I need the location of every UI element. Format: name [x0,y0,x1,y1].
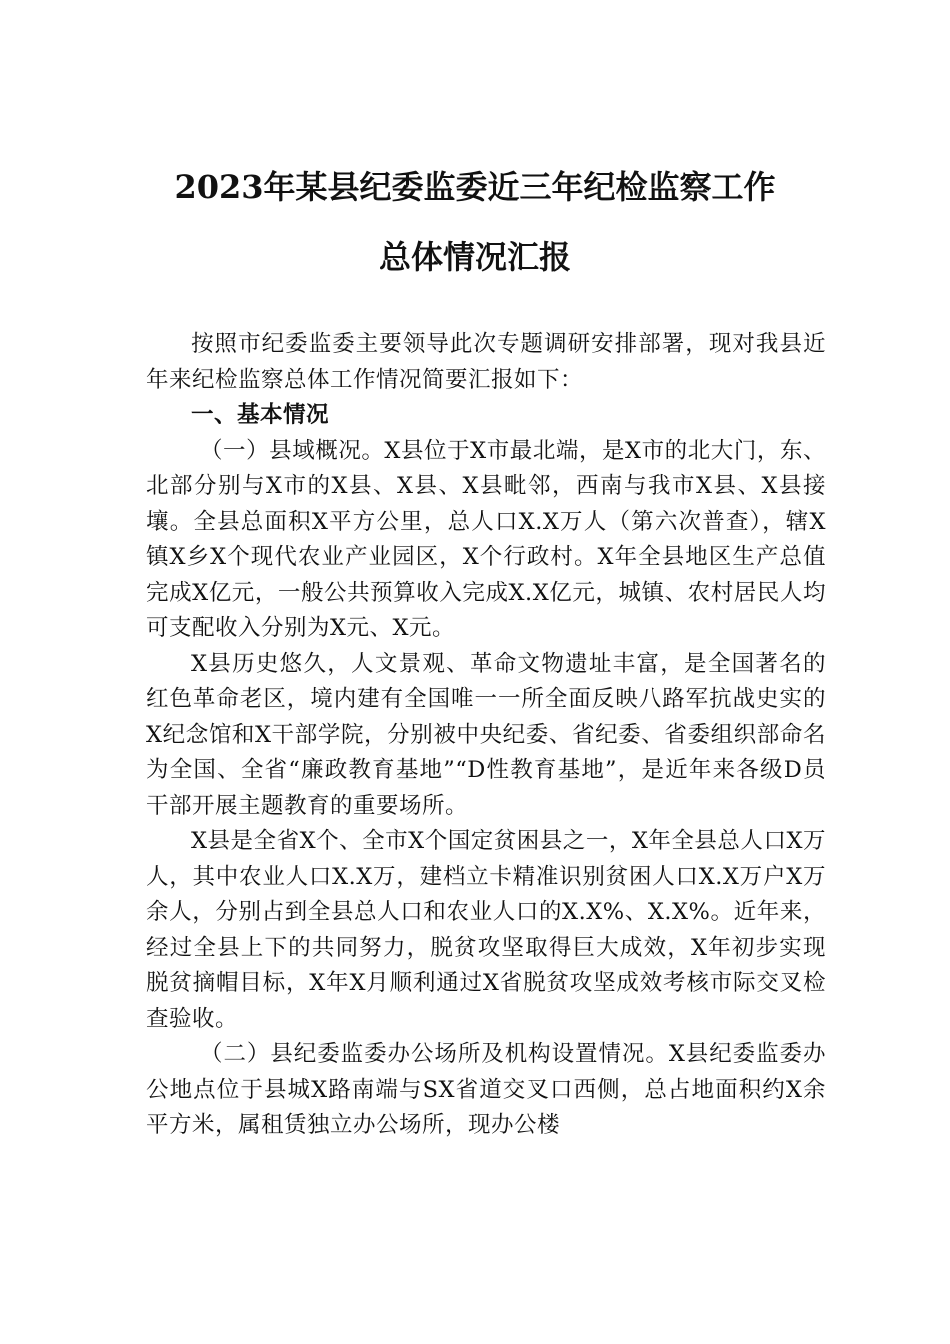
paragraph-office-setup: （二）县纪委监委办公场所及机构设置情况。X县纪委监委办公地点位于县城X路南端与SX省道交叉口西侧，总占地面积约X余平方米，属租赁独立办公场所，现办公楼 [146,1041,826,1138]
paragraph-poverty: X县是全省X个、全市X个国定贫困县之一，X年全县总人口X万人，其中农业人口X.X万，建档立卡精准识别贫困人口X.X万户X万余人，分别占到全县总人口和农业人口的X.X%、X.X%。近年来，经过全县上下的共同努力，脱贫攻坚取得巨大成效，X年初步实现脱贫摘帽目标，X年X月顺利通过X省脱贫攻坚成效考核市际交叉检查验收。 [146,828,826,1032]
paragraph-intro: 按照市纪委监委主要领导此次专题调研安排部署，现对我县近年来纪检监察总体工作情况简要汇报如下： [146,331,826,393]
section-heading-basic-situation: 一、基本情况 [191,402,330,428]
paragraph-county-overview: （一）县域概况。X县位于X市最北端，是X市的北大门，东、北部分别与X市的X县、X县、X县毗邻，西南与我市X县、X县接壤。全县总面积X平方公里，总人口X.X万人（第六次普查），辖X镇X乡X个现代农业产业园区，X个行政村。X年全县地区生产总值完成X亿元，一般公共预算收入完成X.X亿元，城镇、农村居民人均可支配收入分别为X元、X元。 [146,437,826,641]
document-title-line-1: 2023年某县纪委监委近三年纪检监察工作 [174,168,776,206]
paragraph-county-history: X县历史悠久，人文景观、革命文物遗址丰富，是全国著名的红色革命老区，境内建有全国唯一一所全面反映八路军抗战史实的X纪念馆和X干部学院，分别被中央纪委、省纪委、省委组织部命名为全国、全省“廉政教育基地”“D性教育基地”，是近年来各级D员干部开展主题教育的重要场所。 [146,650,826,819]
document-title-line-2: 总体情况汇报 [378,238,571,276]
document-body [146,327,826,1144]
